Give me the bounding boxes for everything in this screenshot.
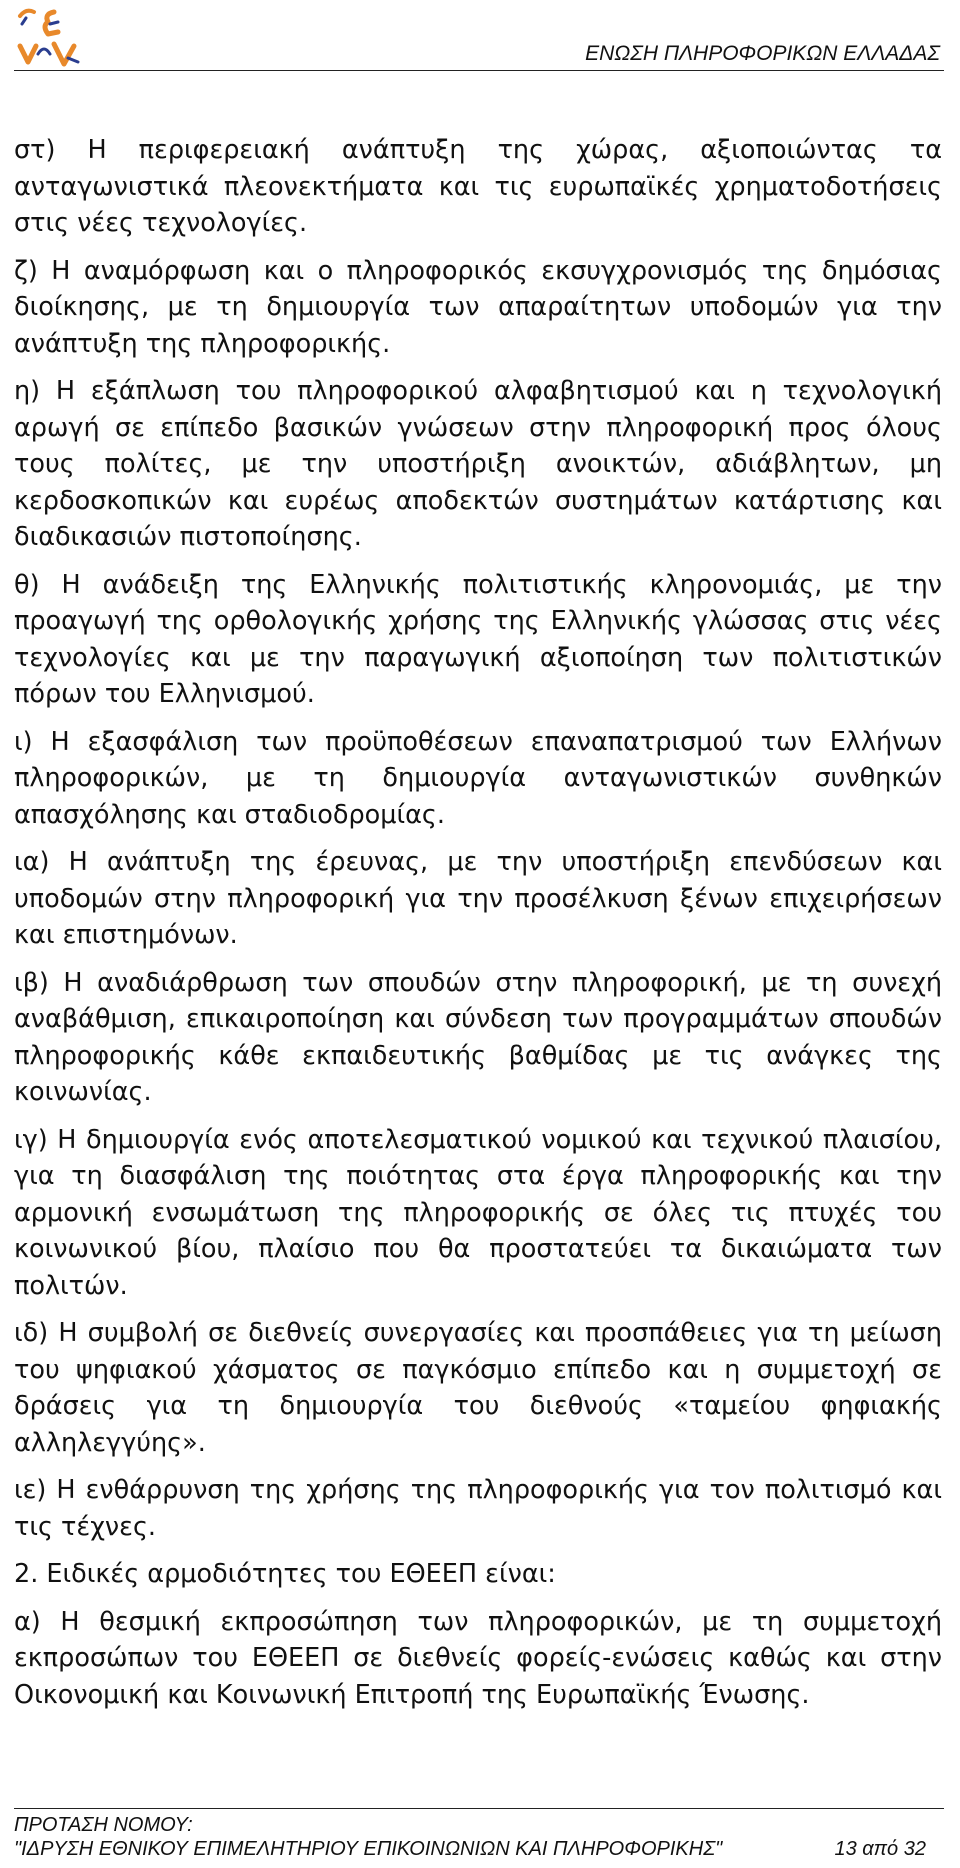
paragraph-z: ζ) Η αναμόρφωση και ο πληροφορικός εκσυγχρονισμός της δημόσιας διοίκησης, με τη δημιουργία των απαραίτητων υποδομών για την ανάπτυξη της πληροφορικής. [14,255,942,359]
document-body [14,132,942,1724]
paragraph-h: η) Η εξάπλωση του πληροφορικού αλφαβητισμού και η τεχνολογική αρωγή σε επίπεδο βασικών γνώσεων στην πληροφορική προς όλους τους πολίτες, με την υποστήριξη ανοικτών, αδιάβλητων, μη κερδοσκοπικών και ευρέως αποδεκτών συστημάτων κατάρτισης και διαδικασιών πιστοποίησης. [14,376,942,552]
paragraph-a: α) Η θεσμική εκπροσώπηση των πληροφορικών, με τη συμμετοχή εκπροσώπων του ΕΘΕΕΠ σε διεθνείς φορείς-ενώσεις καθώς και στην Οικονομική και Κοινωνική Επιτροπή της Ευρωπαϊκής Ένωσης. [14,1606,942,1710]
footer-label: ΠΡΟΤΑΣΗ ΝΟΜΟΥ: [14,1814,193,1836]
footer-line-2 [14,1837,944,1861]
paragraph-st: στ) Η περιφερειακή ανάπτυξη της χώρας, αξιοποιώντας τα ανταγωνιστικά πλεονεκτήματα και τις ευρωπαϊκές χρηματοδοτήσεις στις νέες τεχνολογίες. [14,135,942,238]
section-heading: 2. Ειδικές αρμοδιότητες του ΕΘΕΕΠ είναι: [14,1559,556,1589]
paragraph-ib: ιβ) Η αναδιάρθρωση των σπουδών στην πληροφορική, με τη συνεχή αναβάθμιση, επικαιροποίηση και σύνδεση των προγραμμάτων σπουδών πληροφορικής κάθε εκπαιδευτικής βαθμίδας με τις ανάγκες της κοινωνίας. [14,967,942,1107]
paragraph-id: ιδ) Η συμβολή σε διεθνείς συνεργασίες και προσπάθειες για τη μείωση του ψηφιακού χάσματος σε παγκόσμιο επίπεδο και η συμμετοχή σε δράσεις για τη δημιουργία του διεθνούς «ταμείου φηφιακής αλληλεγγύης». [14,1318,942,1458]
page-footer [14,1808,944,1861]
paragraph-ie: ιε) Η ενθάρρυνση της χρήσης της πληροφορικής για τον πολιτισμό και τις τέχνες. [14,1475,942,1542]
footer-line-1 [14,1813,944,1837]
paragraph-ia: ια) Η ανάπτυξη της έρευνας, με την υποστήριξη επενδύσεων και υποδομών στην πληροφορική για την προσέλκυση ξένων επιχειρήσεων και επιστημόνων. [14,847,942,950]
paragraph-th: θ) Η ανάδειξη της Ελληνικής πολιτιστικής κληρονομιάς, με την προαγωγή της ορθολογικής χρήσης της Ελληνικής γλώσσας στις νέες τεχνολογίες και με την παραγωγική αξιοποίηση των πολιτιστικών πόρων του Ελληνισμού. [14,569,942,709]
header-title: ΕΝΩΣΗ ΠΛΗΡΟΦΟΡΙΚΩΝ ΕΛΛΑΔΑΣ [585,42,940,65]
footer-law-title: "ΙΔΡΥΣΗ ΕΘΝΙΚΟΥ ΕΠΙΜΕΛΗΤΗΡΙΟΥ ΕΠΙΚΟΙΝΩΝΙΩΝ ΚΑΙ ΠΛΗΡΟΦΟΡΙΚΗΣ" [14,1838,723,1860]
association-logo [14,6,84,68]
paragraph-ig: ιγ) Η δημιουργία ενός αποτελεσματικού νομικού και τεχνικού πλαισίου, για τη διασφάλιση της ποιότητας στα έργα πληροφορικής και την αρμονική ενσωμάτωση της πληροφορικής σε όλες τις πτυχές του κοινωνικού βίου, πλαίσιο που θα προστατεύει τα δικαιώματα των πολιτών. [14,1124,942,1301]
paragraph-i: ι) Η εξασφάλιση των προϋποθέσεων επαναπατρισμού των Ελλήνων πληροφορικών, με τη δημιουργία ανταγωνιστικών συνθηκών απασχόλησης και σταδιοδρομίας. [14,726,942,830]
page-number: 13 από 32 [834,1838,926,1860]
page-header [14,6,944,71]
